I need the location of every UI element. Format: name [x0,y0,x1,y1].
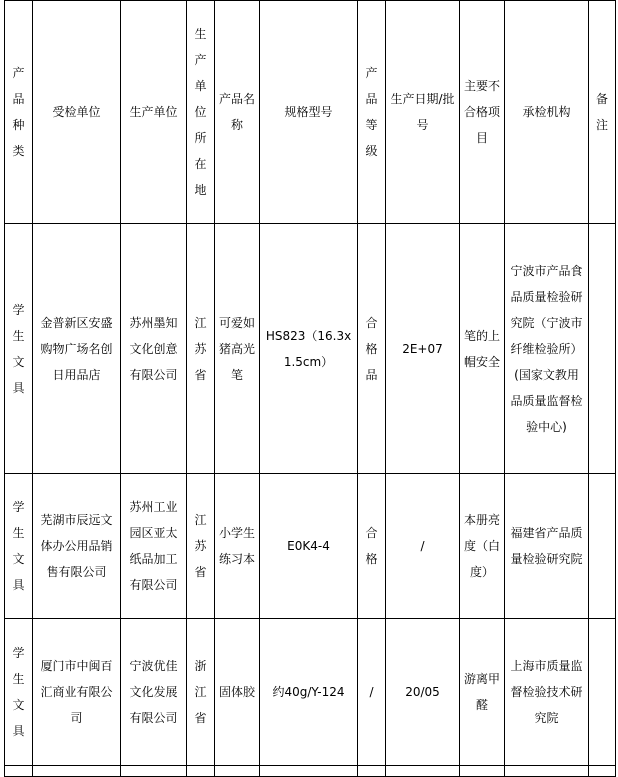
cell-lab: 上海市质量监督检验技术研究院 [505,619,589,766]
header-grade: 产品等级 [358,1,386,224]
cell-location: 浙江省 [187,619,215,766]
header-location: 生产单位所在地 [187,1,215,224]
header-spec: 规格型号 [260,1,358,224]
cell-inspected-unit: 厦门市中闽百汇商业有限公司 [33,619,121,766]
header-category: 产品种类 [5,1,33,224]
cell-lab: 福建省产品质量检验研究院 [505,474,589,619]
cell-spec: E0K4-4 [260,474,358,619]
cell-remark [589,474,616,619]
cell-spec: 约40g/Y-124 [260,619,358,766]
table-row [5,474,616,619]
cell-manufacturer: 苏州工业园区亚太纸品加工有限公司 [121,474,187,619]
cell-category: 学生文具 [5,224,33,474]
cell-location: 江苏省 [187,474,215,619]
cell-lab: 宁波市产品食品质量检验研究院（宁波市纤维检验所）(国家文教用品质量监督检验中心) [505,224,589,474]
cell-date-batch: / [386,474,460,619]
cell-location: 江苏省 [187,224,215,474]
table-row [5,619,616,766]
table-row [5,224,616,474]
cell-product-name: 可爱如猪高光笔 [215,224,260,474]
cell-grade: / [358,619,386,766]
header-date-batch: 生产日期/批号 [386,1,460,224]
cell-spec: HS823（16.3x1.5cm） [260,224,358,474]
header-failed-item: 主要不合格项目 [460,1,505,224]
cell-manufacturer: 苏州墨知文化创意有限公司 [121,224,187,474]
cell-inspected-unit: 金普新区安盛购物广场名创日用品店 [33,224,121,474]
cell-failed-item: 本册亮度（白度） [460,474,505,619]
table-row-partial [5,766,616,777]
cell-grade: 合格 [358,474,386,619]
cell-manufacturer: 宁波优佳文化发展有限公司 [121,619,187,766]
cell-grade: 合格品 [358,224,386,474]
cell-product-name: 小学生练习本 [215,474,260,619]
cell-category: 学生文具 [5,619,33,766]
cell-remark [589,224,616,474]
cell-category: 学生文具 [5,474,33,619]
cell-inspected-unit: 芜湖市辰远文体办公用品销售有限公司 [33,474,121,619]
header-manufacturer: 生产单位 [121,1,187,224]
header-product-name: 产品名称 [215,1,260,224]
header-lab: 承检机构 [505,1,589,224]
inspection-table [4,0,616,777]
cell-product-name: 固体胶 [215,619,260,766]
header-remark: 备注 [589,1,616,224]
cell-failed-item: 游离甲醛 [460,619,505,766]
cell-failed-item: 笔的上帽安全 [460,224,505,474]
table-header-row [5,1,616,224]
header-inspected-unit: 受检单位 [33,1,121,224]
cell-date-batch: 20/05 [386,619,460,766]
cell-remark [589,619,616,766]
cell-date-batch: 2E+07 [386,224,460,474]
